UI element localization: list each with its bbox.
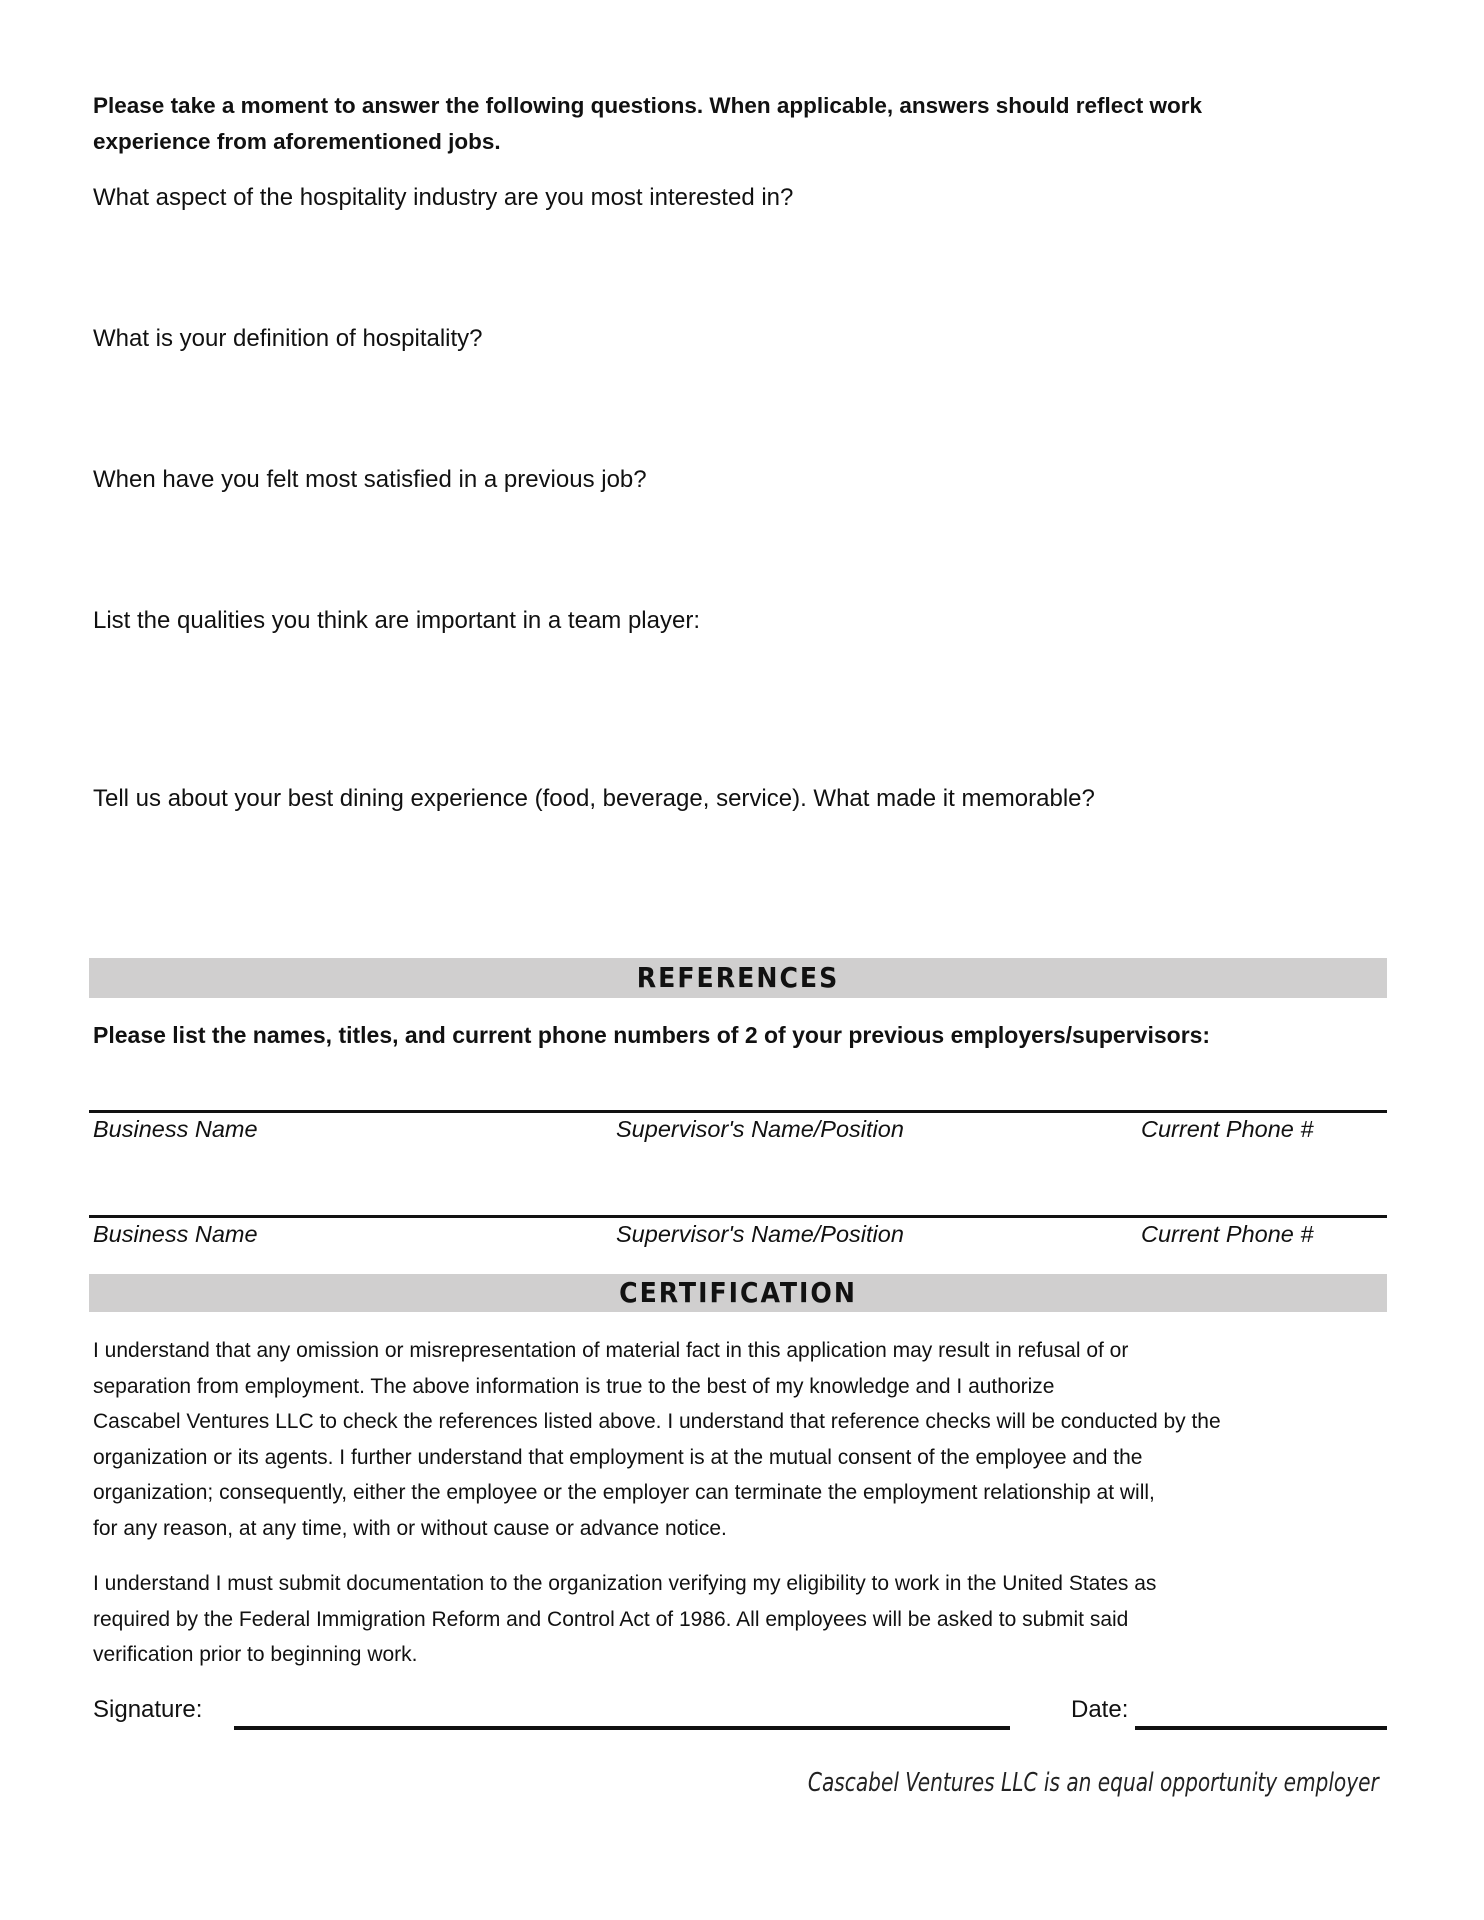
cert-p2-line: required by the Federal Immigration Reform and Control Act of 1986. All employees will be asked to submit said	[93, 1607, 1129, 1631]
cert-p1-line: organization or its agents. I further understand that employment is at the mutual consent of the employee and the	[93, 1445, 1143, 1469]
intro-text	[93, 88, 1393, 160]
question-4: List the qualities you think are important in a team player:	[93, 607, 700, 634]
signature-line[interactable]	[234, 1726, 1010, 1730]
cert-p1-line: for any reason, at any time, with or without cause or advance notice.	[93, 1516, 727, 1540]
cert-p1-line: I understand that any omission or misrepresentation of material fact in this application may result in refusal of or	[93, 1339, 1129, 1362]
references-heading: REFERENCES	[89, 958, 1387, 998]
reference-1-supervisor-label: Supervisor's Name/Position	[616, 1116, 904, 1142]
intro-line-1: Please take a moment to answer the following questions. When applicable, answers should reflect work	[93, 93, 1203, 118]
reference-1-line	[89, 1110, 1387, 1113]
reference-1-business-label: Business Name	[93, 1116, 258, 1142]
question-2: What is your definition of hospitality?	[93, 325, 483, 352]
reference-2-phone-label: Current Phone #	[1141, 1221, 1314, 1247]
cert-p1-line: organization; consequently, either the employee or the employer can terminate the employment relationship at will,	[93, 1481, 1155, 1505]
question-1: What aspect of the hospitality industry are you most interested in?	[93, 184, 794, 211]
date-label: Date:	[1071, 1696, 1129, 1723]
question-5: Tell us about your best dining experience (food, beverage, service). What made it memorable?	[93, 785, 1095, 812]
reference-2-line	[89, 1215, 1387, 1218]
certification-paragraph-1	[93, 1333, 1393, 1547]
signature-label: Signature:	[93, 1696, 203, 1723]
certification-heading: CERTIFICATION	[89, 1274, 1387, 1312]
cert-p1-line: separation from employment. The above information is true to the best of my knowledge and I authorize	[93, 1374, 1055, 1398]
reference-2-business-label: Business Name	[93, 1221, 258, 1247]
cert-p2-line: verification prior to beginning work.	[93, 1643, 418, 1667]
reference-1-phone-label: Current Phone #	[1141, 1116, 1314, 1142]
date-line[interactable]	[1135, 1726, 1387, 1730]
intro-line-2: experience from aforementioned jobs.	[93, 129, 501, 154]
references-instruction: Please list the names, titles, and current phone numbers of 2 of your previous employers/supervisors:	[93, 1022, 1211, 1048]
question-3: When have you felt most satisfied in a previous job?	[93, 466, 647, 493]
reference-2-supervisor-label: Supervisor's Name/Position	[616, 1221, 904, 1247]
equal-opportunity-footer: Cascabel Ventures LLC is an equal opportunity employer	[808, 1768, 1379, 1798]
cert-p2-line: I understand I must submit documentation to the organization verifying my eligibility to work in the United States as	[93, 1572, 1157, 1595]
certification-paragraph-2	[93, 1566, 1393, 1673]
cert-p1-line: Cascabel Ventures LLC to check the references listed above. I understand that reference checks will be conducted by the	[93, 1410, 1221, 1434]
